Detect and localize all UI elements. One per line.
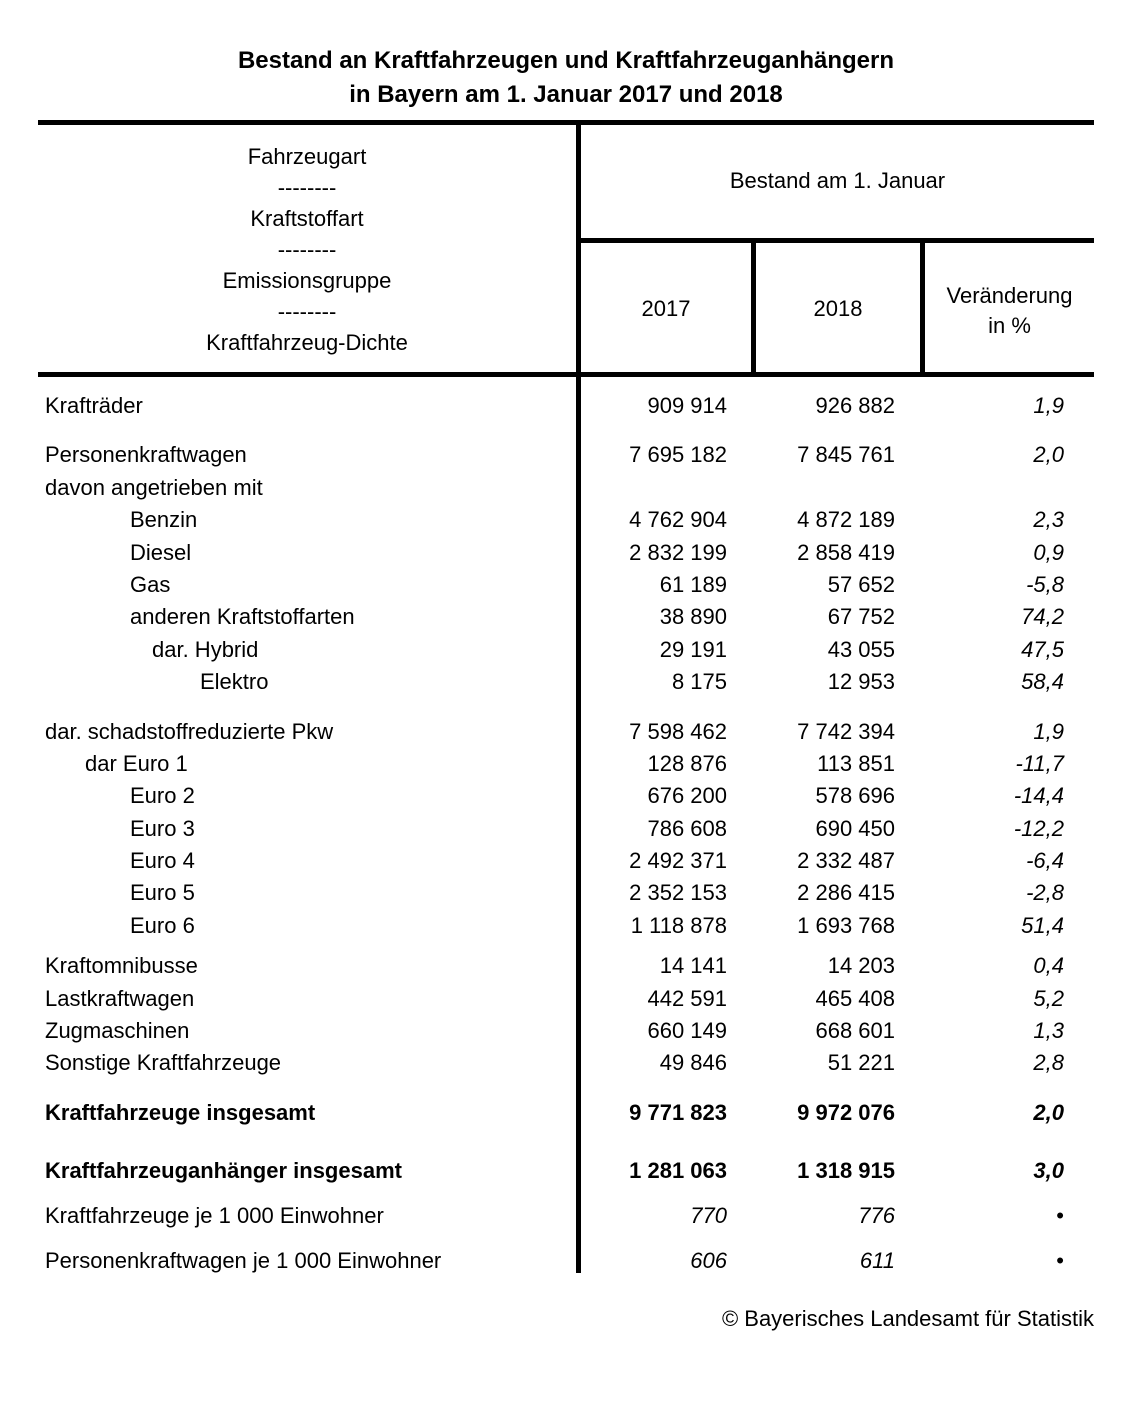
row-label: Zugmaschinen — [45, 1018, 190, 1044]
cell-2017 — [578, 472, 727, 504]
row-label: Euro 3 — [130, 815, 195, 841]
stub-separator: -------- — [277, 175, 337, 200]
cell-change-pct: -6,4 — [1026, 848, 1064, 874]
row-label: Kraftfahrzeuganhänger insgesamt — [45, 1158, 402, 1184]
cell-change-pct: 2,0 — [1033, 442, 1064, 468]
cell-2017: 1 118 878 — [630, 912, 727, 938]
stub-label-kraftstoffart: Kraftstoffart — [250, 206, 364, 231]
stub-label-emissionsgruppe: Emissionsgruppe — [222, 268, 392, 293]
cell-2018: 7 845 761 — [797, 442, 895, 468]
table-row — [0, 1097, 1145, 1129]
table-row — [0, 601, 1145, 633]
table-row — [0, 877, 1145, 909]
cell-change-pct: 51,4 — [1021, 912, 1064, 938]
cell-2017: 442 591 — [647, 985, 727, 1011]
cell-2018: 51 221 — [827, 1050, 895, 1076]
table-row — [0, 950, 1145, 982]
table-row — [0, 780, 1145, 812]
cell-2018: 9 972 076 — [797, 1099, 895, 1125]
row-label: Euro 4 — [130, 848, 195, 874]
cell-2018: 2 332 487 — [797, 848, 895, 874]
row-label: Kraftfahrzeuge je 1 000 Einwohner — [45, 1203, 384, 1229]
column-header-change — [925, 281, 1094, 341]
table-row — [0, 1200, 1145, 1232]
cell-2018: 57 652 — [827, 571, 895, 597]
cell-2018 — [727, 472, 895, 504]
row-label: davon angetrieben mit — [45, 474, 263, 500]
table-row — [0, 748, 1145, 780]
cell-2018: 926 882 — [815, 393, 895, 418]
table-row — [0, 390, 1145, 422]
cell-change-pct — [895, 472, 1064, 504]
stub-label-kraftfahrzeug-dichte: Kraftfahrzeug-Dichte — [206, 330, 408, 355]
cell-2018: 1 318 915 — [797, 1158, 895, 1184]
table-row — [0, 1155, 1145, 1187]
cell-change-pct: 58,4 — [1021, 669, 1064, 695]
cell-2017: 676 200 — [647, 783, 727, 809]
stub-separator: -------- — [277, 299, 337, 324]
cell-2017: 770 — [690, 1203, 727, 1229]
table-row — [0, 634, 1145, 666]
row-label: Kraftfahrzeuge insgesamt — [45, 1099, 316, 1125]
cell-change-pct: -11,7 — [1015, 750, 1064, 776]
cell-2017: 786 608 — [647, 815, 727, 841]
table-row — [0, 666, 1145, 698]
cell-2017: 2 352 153 — [629, 880, 727, 906]
cell-change-pct: 1,9 — [1033, 718, 1064, 744]
cell-2018: 2 286 415 — [797, 880, 895, 906]
cell-change-pct: 2,3 — [1033, 507, 1064, 533]
cell-2018: 67 752 — [827, 604, 895, 630]
row-label: anderen Kraftstoffarten — [130, 604, 355, 630]
cell-2017: 61 189 — [659, 571, 727, 597]
table-row — [0, 1015, 1145, 1047]
table-row — [0, 910, 1145, 942]
cell-2017: 2 832 199 — [629, 539, 727, 565]
cell-2018: 690 450 — [815, 815, 895, 841]
table-header-divider — [578, 238, 1094, 243]
cell-2017: 7 695 182 — [629, 442, 727, 468]
cell-change-pct: 3,0 — [1033, 1158, 1064, 1184]
stub-header — [38, 141, 576, 358]
table-row — [0, 504, 1145, 536]
table-row — [0, 845, 1145, 877]
table-row — [0, 813, 1145, 845]
row-label: Diesel — [130, 539, 192, 565]
cell-2018: 12 953 — [827, 669, 895, 695]
table-row — [0, 569, 1145, 601]
page-title — [38, 44, 1094, 112]
cell-2018: 7 742 394 — [797, 718, 895, 744]
table-row — [0, 983, 1145, 1015]
column-header-2018: 2018 — [813, 296, 863, 321]
cell-2017: 29 191 — [659, 636, 727, 662]
cell-2017: 4 762 904 — [629, 507, 727, 533]
cell-change-pct: 74,2 — [1021, 604, 1064, 630]
cell-change-pct: • — [1056, 1247, 1064, 1273]
row-label: dar. Hybrid — [152, 636, 259, 662]
table-header-bottom-border — [38, 372, 1094, 377]
cell-2017: 8 175 — [671, 669, 727, 695]
cell-change-pct: -14,4 — [1013, 783, 1064, 809]
cell-2017: 9 771 823 — [629, 1099, 727, 1125]
cell-2017: 49 846 — [659, 1050, 727, 1076]
table-row — [0, 472, 1145, 504]
cell-2017: 660 149 — [647, 1018, 727, 1044]
cell-2017: 128 876 — [647, 750, 727, 776]
cell-change-pct: 0,9 — [1033, 539, 1064, 565]
cell-2018: 14 203 — [827, 953, 895, 979]
column-group-header: Bestand am 1. Januar — [729, 168, 946, 193]
cell-change-pct: 1,3 — [1033, 1018, 1064, 1044]
table-border-top — [38, 120, 1094, 125]
cell-change-pct: -2,8 — [1026, 880, 1064, 906]
cell-2017: 2 492 371 — [629, 848, 727, 874]
title-line-2: in Bayern am 1. Januar 2017 und 2018 — [349, 81, 783, 108]
row-label: Krafträder — [45, 393, 143, 418]
change-label-line-1: Veränderung — [946, 283, 1073, 308]
row-label: Euro 2 — [130, 783, 195, 809]
cell-change-pct: 2,0 — [1033, 1099, 1064, 1125]
table-row — [0, 716, 1145, 748]
cell-2017: 7 598 462 — [629, 718, 727, 744]
cell-change-pct: • — [1056, 1203, 1064, 1229]
cell-2018: 611 — [859, 1247, 895, 1273]
cell-2017: 909 914 — [647, 393, 727, 418]
row-label: Sonstige Kraftfahrzeuge — [45, 1050, 282, 1076]
row-label: Personenkraftwagen — [45, 442, 247, 468]
table-row — [0, 439, 1145, 471]
cell-2018: 578 696 — [815, 783, 895, 809]
row-label: Benzin — [130, 507, 198, 533]
cell-2018: 113 851 — [817, 750, 895, 776]
cell-2017: 606 — [690, 1247, 727, 1273]
cell-2018: 776 — [858, 1203, 895, 1229]
stub-label-fahrzeugart: Fahrzeugart — [247, 144, 367, 169]
cell-2017: 1 281 063 — [629, 1158, 727, 1184]
cell-change-pct: 0,4 — [1033, 953, 1064, 979]
cell-2017: 38 890 — [659, 604, 727, 630]
cell-change-pct: 47,5 — [1021, 636, 1064, 662]
cell-2018: 1 693 768 — [797, 912, 895, 938]
cell-2017: 14 141 — [659, 953, 727, 979]
cell-change-pct: 1,9 — [1033, 393, 1064, 418]
cell-2018: 4 872 189 — [797, 507, 895, 533]
cell-2018: 43 055 — [827, 636, 895, 662]
change-label-line-2: in % — [988, 313, 1031, 338]
cell-change-pct: -5,8 — [1026, 571, 1064, 597]
table-row — [0, 537, 1145, 569]
row-label: Gas — [130, 571, 171, 597]
table-row — [0, 1245, 1145, 1277]
cell-change-pct: 5,2 — [1033, 985, 1064, 1011]
title-line-1: Bestand an Kraftfahrzeugen und Kraftfahrzeuganhängern — [237, 47, 895, 74]
row-label: Elektro — [200, 669, 269, 695]
cell-change-pct: -12,2 — [1013, 815, 1064, 841]
row-label: dar Euro 1 — [85, 750, 188, 776]
cell-2018: 465 408 — [815, 985, 895, 1011]
table-body — [0, 390, 1145, 1277]
column-header-2017: 2017 — [641, 296, 691, 321]
cell-2018: 668 601 — [815, 1018, 895, 1044]
copyright-notice: © Bayerisches Landesamt für Statistik — [721, 1306, 1094, 1331]
cell-2018: 2 858 419 — [797, 539, 895, 565]
row-label: Lastkraftwagen — [45, 985, 195, 1011]
row-label: dar. schadstoffreduzierte Pkw — [45, 718, 334, 744]
stub-separator: -------- — [277, 237, 337, 262]
row-label: Euro 5 — [130, 880, 195, 906]
row-label: Euro 6 — [130, 912, 195, 938]
row-label: Personenkraftwagen je 1 000 Einwohner — [45, 1247, 442, 1273]
row-label: Kraftomnibusse — [45, 953, 198, 979]
table-row — [0, 1047, 1145, 1079]
cell-change-pct: 2,8 — [1033, 1050, 1064, 1076]
